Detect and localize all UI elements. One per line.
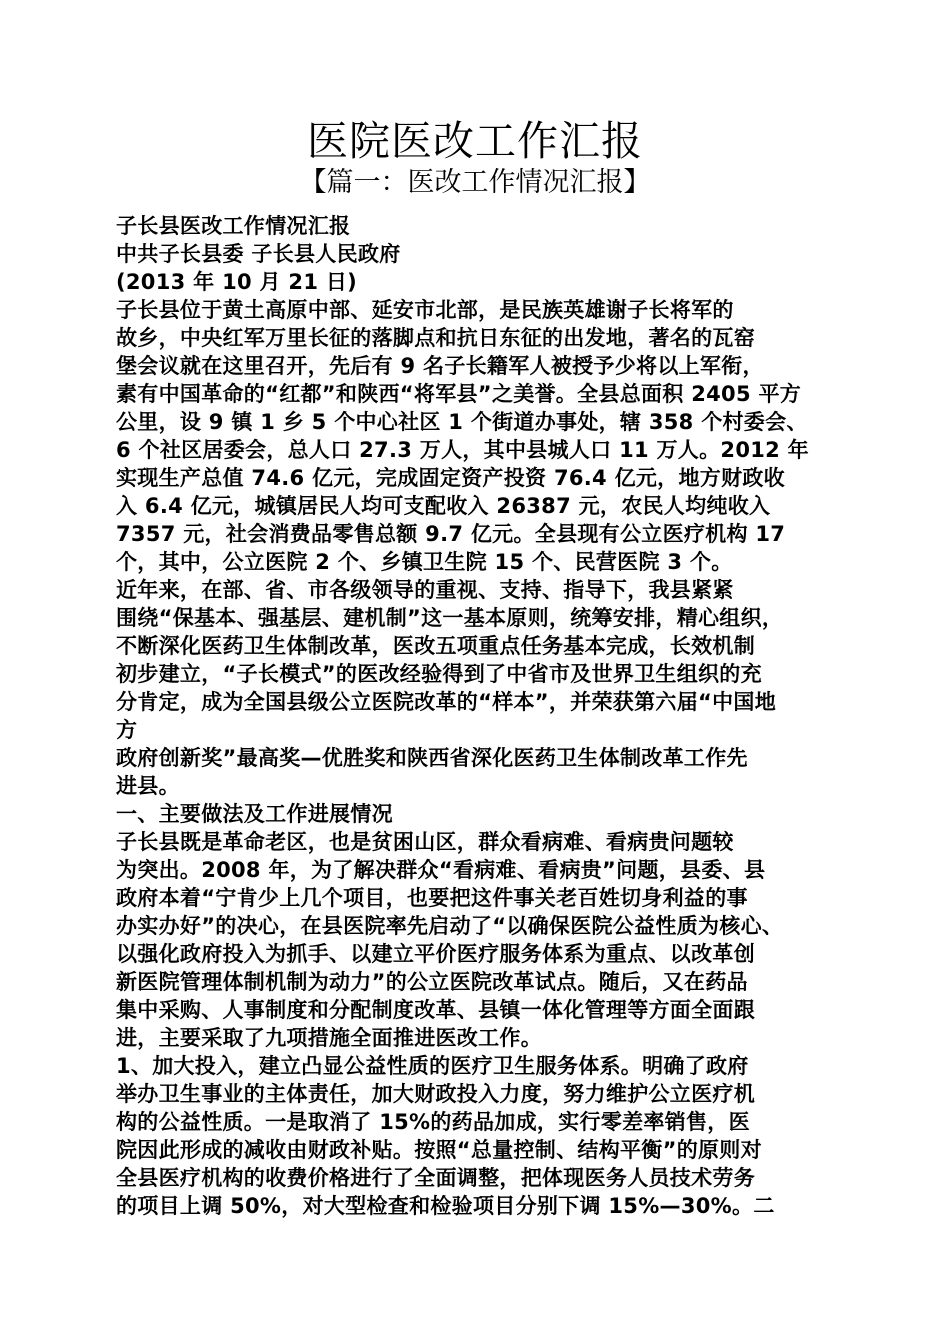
document-subtitle: 【篇一：医改工作情况汇报】: [299, 167, 651, 198]
body-line: 堡会议就在这里召开，先后有 9 名子长籍军人被授予少将以上军衔，: [116, 354, 764, 378]
body-line: 办实办好”的决心，在县医院率先启动了“以确保医院公益性质为核心、: [116, 914, 784, 938]
body-line: 不断深化医药卫生体制改革，医改五项重点任务基本完成，长效机制: [116, 634, 755, 658]
body-line: 公里，设 9 镇 1 乡 5 个中心社区 1 个街道办事处，辖 358 个村委会、: [116, 410, 808, 434]
body-line: 6 个社区居委会，总人口 27.3 万人，其中县城人口 11 万人。2012 年: [116, 438, 809, 462]
body-line: 新医院管理体制机制为动力”的公立医院改革试点。随后，又在药品: [116, 970, 748, 994]
body-line: 一、主要做法及工作进展情况: [116, 802, 393, 826]
body-line: 素有中国革命的“红都”和陕西“将军县”之美誉。全县总面积 2405 平方: [116, 382, 802, 406]
body-line: 政府创新奖”最高奖—优胜奖和陕西省深化医药卫生体制改革工作先: [116, 746, 748, 770]
body-line: 分肯定，成为全国县级公立医院改革的“样本”，并荣获第六届“中国地: [116, 690, 777, 714]
body-line: 中共子长县委 子长县人民政府: [116, 242, 401, 266]
body-line: 子长县医改工作情况汇报: [116, 214, 351, 238]
body-line: 近年来，在部、省、市各级领导的重视、支持、指导下，我县紧紧: [116, 578, 734, 602]
body-line: (2013 年 10 月 21 日): [116, 270, 358, 294]
body-line: 全县医疗机构的收费价格进行了全面调整，把体现医务人员技术劳务: [116, 1166, 755, 1190]
body-line: 方: [116, 718, 138, 742]
body-line: 实现生产总值 74.6 亿元，完成固定资产投资 76.4 亿元，地方财政收: [116, 466, 785, 490]
body-line: 个，其中，公立医院 2 个、乡镇卫生院 15 个、民营医院 3 个。: [116, 550, 733, 574]
body-line: 举办卫生事业的主体责任，加大财政投入力度，努力维护公立医疗机: [116, 1082, 755, 1106]
document-body: [116, 212, 838, 1220]
body-line: 集中采购、人事制度和分配制度改革、县镇一体化管理等方面全面跟: [116, 998, 755, 1022]
body-line: 子长县位于黄土高原中部、延安市北部，是民族英雄谢子长将军的: [116, 298, 734, 322]
body-line: 院因此形成的减收由财政补贴。按照“总量控制、结构平衡”的原则对: [116, 1138, 762, 1162]
body-line: 构的公益性质。一是取消了 15%的药品加成，实行零差率销售，医: [116, 1110, 750, 1134]
body-line: 入 6.4 亿元，城镇居民人均可支配收入 26387 元，农民人均纯收入: [116, 494, 771, 518]
body-line: 初步建立，“子长模式”的医改经验得到了中省市及世界卫生组织的充: [116, 662, 762, 686]
body-line: 进，主要采取了九项措施全面推进医改工作。: [116, 1026, 542, 1050]
body-line: 政府本着“宁肯少上几个项目，也要把这件事关老百姓切身利益的事: [116, 886, 748, 910]
body-line: 子长县既是革命老区，也是贫困山区，群众看病难、看病贵问题较: [116, 830, 734, 854]
body-line: 围绕“保基本、强基层、建机制”这一基本原则，统筹安排，精心组织，: [116, 606, 784, 630]
document-title: 医院医改工作汇报: [307, 117, 643, 165]
body-line: 故乡，中央红军万里长征的落脚点和抗日东征的出发地，著名的瓦窑: [116, 326, 755, 350]
body-line: 为突出。2008 年，为了解决群众“看病难、看病贵”问题，县委、县: [116, 858, 766, 882]
body-line: 1、加大投入，建立凸显公益性质的医疗卫生服务体系。明确了政府: [116, 1054, 749, 1078]
body-line: 以强化政府投入为抓手、以建立平价医疗服务体系为重点、以改革创: [116, 942, 755, 966]
body-line: 7357 元，社会消费品零售总额 9.7 亿元。全县现有公立医疗机构 17: [116, 522, 786, 546]
body-line: 的项目上调 50%，对大型检查和检验项目分别下调 15%—30%。二: [116, 1194, 775, 1218]
body-line: 进县。: [116, 774, 180, 798]
